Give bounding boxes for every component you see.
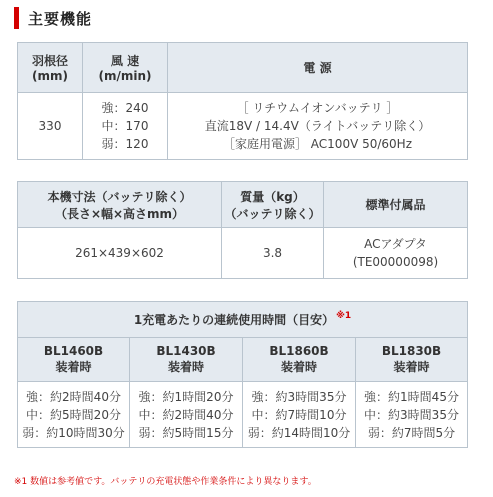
runtime-strong: 強：約1時間45分	[364, 389, 459, 404]
power-line-ac: ［家庭用電源］ AC100V 50/60Hz	[222, 137, 413, 151]
spec-table	[17, 42, 468, 160]
runtime-weak: 弱：約14時間10分	[247, 425, 351, 440]
runtime-title	[18, 302, 468, 338]
runtime-values-bl1830b	[356, 382, 468, 448]
accessory-value	[324, 228, 468, 279]
mass-value: 3.8	[222, 228, 324, 279]
wind-header-line1: 風 速	[110, 54, 140, 68]
wind-speed-header	[83, 43, 168, 93]
wind-speed-strong: 強：240	[101, 101, 149, 115]
runtime-medium: 中：約7時間10分	[251, 407, 347, 422]
wind-speed-medium: 中：170	[101, 119, 149, 133]
battery-name: BL1430B	[156, 344, 216, 358]
blade-header-line2: (mm)	[32, 69, 68, 83]
battery-sub: 装着時	[280, 360, 317, 374]
wind-speed-weak: 弱：120	[101, 137, 149, 151]
mass-header	[222, 182, 324, 228]
battery-sub: 装着時	[393, 360, 430, 374]
accessory-header: 標準付属品	[324, 182, 468, 228]
dimensions-table	[17, 181, 468, 279]
accent-bar	[14, 7, 19, 29]
accessory-line2: (TE00000098)	[352, 255, 439, 269]
runtime-medium: 中：約3時間35分	[364, 407, 459, 422]
battery-header-bl1860b	[243, 338, 356, 382]
runtime-medium: 中：約5時間20分	[26, 407, 121, 422]
runtime-values-bl1430b	[130, 382, 243, 448]
wind-speed-values	[83, 93, 168, 160]
runtime-values-bl1860b	[243, 382, 356, 448]
runtime-weak: 弱：約10時間30分	[22, 425, 125, 440]
runtime-title-text: 1充電あたりの連続使用時間（目安）	[133, 313, 335, 327]
battery-header-bl1830b	[356, 338, 468, 382]
accessory-line1: ACアダプタ	[364, 237, 427, 251]
dimensions-header-line2: （長さ×幅×高さmm）	[54, 206, 185, 221]
runtime-weak: 弱：約5時間15分	[138, 425, 234, 440]
footnote: ※1 数値は参考値です。バッテリの充電状態や作業条件により異なります。	[14, 477, 317, 487]
runtime-weak: 弱：約7時間5分	[367, 425, 456, 440]
mass-header-line1: 質量（kg）	[240, 189, 305, 204]
power-line-battery: ［ リチウムイオンバッテリ ］	[236, 101, 399, 115]
runtime-strong: 強：約2時間40分	[26, 389, 121, 404]
dimensions-value: 261×439×602	[18, 228, 222, 279]
power-line-dc: 直流18V / 14.4V（ライトバッテリ除く）	[204, 119, 431, 133]
runtime-values-bl1460b	[18, 382, 130, 448]
battery-name: BL1860B	[269, 344, 329, 358]
battery-sub: 装着時	[55, 360, 92, 374]
runtime-medium: 中：約2時間40分	[138, 407, 234, 422]
runtime-title-note: ※1	[336, 311, 352, 321]
battery-name: BL1830B	[381, 344, 442, 358]
wind-header-line2: (m/min)	[98, 69, 152, 83]
mass-header-line2: （バッテリ除く）	[224, 206, 321, 221]
runtime-strong: 強：約3時間35分	[251, 389, 347, 404]
power-header: 電 源	[168, 43, 468, 93]
blade-header-line1: 羽根径	[31, 54, 68, 68]
section-heading	[14, 6, 92, 30]
power-values	[168, 93, 468, 160]
section-title: 主要機能	[28, 9, 93, 28]
dimensions-header	[18, 182, 222, 228]
dimensions-header-line1: 本機寸法（バッテリ除く）	[47, 189, 192, 204]
blade-diameter-value: 330	[18, 93, 83, 160]
runtime-table	[17, 301, 468, 448]
runtime-strong: 強：約1時間20分	[138, 389, 234, 404]
battery-header-bl1430b	[130, 338, 243, 382]
battery-header-bl1460b	[18, 338, 130, 382]
blade-diameter-header	[18, 43, 83, 93]
battery-sub: 装着時	[167, 360, 204, 374]
battery-name: BL1460B	[43, 344, 104, 358]
